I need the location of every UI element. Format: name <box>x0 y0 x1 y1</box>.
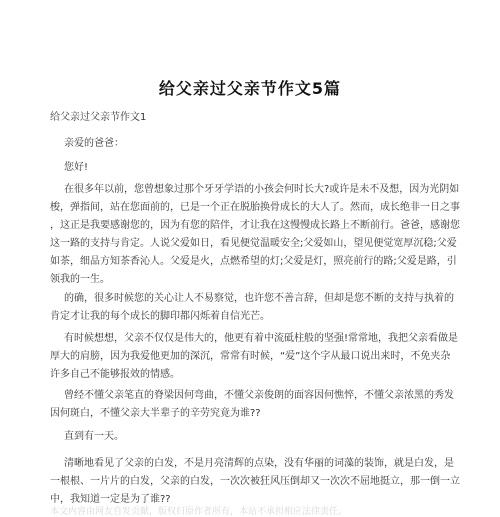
salutation: 您好! <box>64 162 89 173</box>
paragraph-line: 领我的一生。 <box>50 274 110 285</box>
paragraph-3 <box>50 330 470 384</box>
paragraph-line: 有时候想想，父亲不仅仅是伟大的，他更有着中流砥柱般的坚强!常常地，我把父亲看做是 <box>64 333 459 344</box>
paragraph-line: 许多自己不能够报效的情感。 <box>50 369 180 380</box>
paragraph-line: 这一路的支持与肯定。人说父爱如日，看见便觉温暖安全;父爱如山，望见便觉宽厚沉稳;父爱 <box>50 238 457 249</box>
paragraph-line: 梭，弹指间，站在您面前的，已是一个正在脱胎换骨成长的大人了。然而，成长绝非一日之事 <box>50 202 460 213</box>
paragraph-line: 曾经不懂父亲笔直的脊梁因何弯曲，不懂父亲俊朗的面容因何憔悴，不懂父亲浓黑的秀发 <box>64 390 454 401</box>
paragraph-line: 直到有一天。 <box>64 431 124 442</box>
paragraph-line: ，这正是我要感谢您的，因为有您的陪伴，才让我在这慢慢成长路上不断前行。爸爸，感谢您 <box>50 220 460 231</box>
paragraph-line: 中，我知道一定是为了谁?? <box>50 494 171 505</box>
paragraph-line: 厚大的肩膀，因为我爱他更加的深沉，常常有时候，“爱”这个字从最口说出来时，不免夹杂 <box>50 351 451 362</box>
paragraph-line: 肯定才让我的每个成长的脚印都闪烁着自信光芒。 <box>50 311 270 322</box>
greeting: 亲爱的爸爸： <box>64 138 124 149</box>
paragraph-4 <box>50 387 470 423</box>
paragraph-line: 如茶，细品方知茶香沁人。父爱是火，点燃希望的灯;父爱是灯，照亮前行的路;父爱是路，引 <box>50 256 457 267</box>
document-title: 给父亲过父亲节作文5篇 <box>158 79 342 98</box>
paragraph-line: 在很多年以前，您曾想象过那个牙牙学语的小孩会何时长大?或许是未不及想，因为光阴如 <box>64 184 460 195</box>
paragraph-5 <box>50 428 470 446</box>
paragraph-2 <box>50 290 470 326</box>
paragraph-1 <box>50 181 470 289</box>
footer-disclaimer: 本文内容由网友自发贡献，版权归原作者所有，本站不承担相应法律责任。 <box>50 507 348 517</box>
paragraph-line: 清晰地看见了父亲的白发，不是月亮清辉的点染，没有华丽的词藻的装饰，就是白发，是 <box>64 458 454 469</box>
paragraph-6 <box>50 455 470 509</box>
paragraph-line: 因何斑白，不懂父亲大半辈子的辛劳究竟为谁?? <box>50 408 261 419</box>
paragraph-line: 的确，很多时候您的关心让人不易察觉，也许您不善言辞，但却是您不断的支持与执着的 <box>64 293 454 304</box>
essay-subtitle: 给父亲过父亲节作文1 <box>50 112 147 123</box>
paragraph-line: 一根根、一片片的白发，父亲的白发，一次次被狂风压倒却又一次次不屈地挺立，那一倒一立 <box>50 476 460 487</box>
